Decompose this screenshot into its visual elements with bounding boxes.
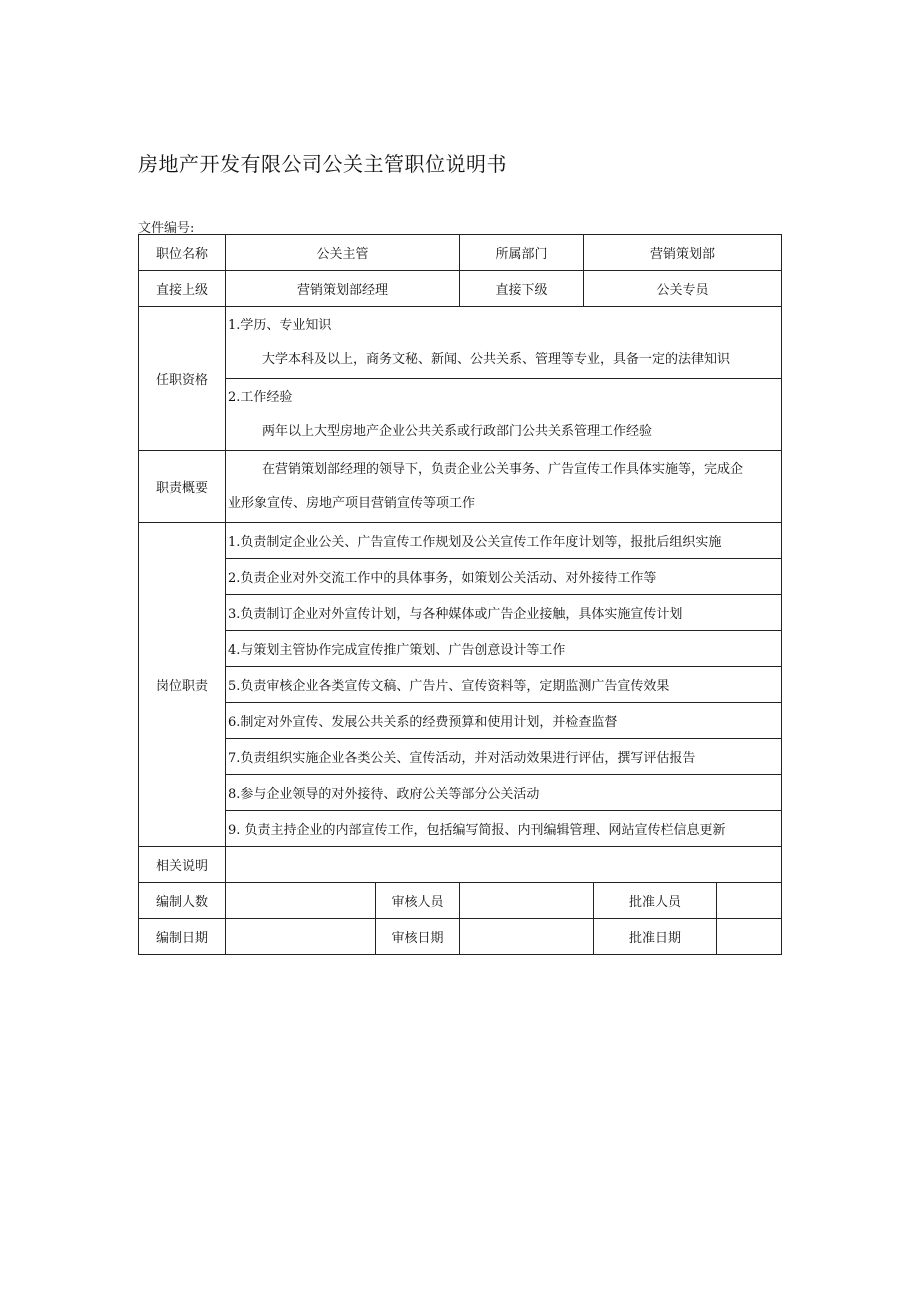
approver-label: 批准人员 xyxy=(594,883,717,919)
prepared-date-value xyxy=(226,919,376,955)
reviewer-value xyxy=(460,883,594,919)
position-name-value: 公关主管 xyxy=(226,235,460,271)
duty-item: 7.负责组织实施企业各类公关、宣传活动，并对活动效果进行评估，撰写评估报告 xyxy=(226,739,782,775)
direct-subordinate-label: 直接下级 xyxy=(460,271,584,307)
qualification-item-1 xyxy=(226,307,782,379)
headcount-value xyxy=(226,883,376,919)
review-date-value xyxy=(460,919,594,955)
prepared-date-label: 编制日期 xyxy=(139,919,226,955)
duties-label: 岗位职责 xyxy=(139,523,226,847)
table-row xyxy=(139,559,782,595)
table-row xyxy=(139,739,782,775)
table-row xyxy=(139,919,782,955)
table-row xyxy=(139,595,782,631)
table-row xyxy=(139,847,782,883)
position-name-label: 职位名称 xyxy=(139,235,226,271)
department-value: 营销策划部 xyxy=(584,235,782,271)
table-row xyxy=(139,379,782,451)
qualification-label: 任职资格 xyxy=(139,307,226,451)
direct-superior-label: 直接上级 xyxy=(139,271,226,307)
table-row xyxy=(139,703,782,739)
review-date-label: 审核日期 xyxy=(376,919,460,955)
table-row xyxy=(139,523,782,559)
summary-label: 职责概要 xyxy=(139,451,226,523)
table-row xyxy=(139,775,782,811)
table-row xyxy=(139,451,782,523)
headcount-label: 编制人数 xyxy=(139,883,226,919)
table-row xyxy=(139,811,782,847)
table-row xyxy=(139,667,782,703)
direct-subordinate-value: 公关专员 xyxy=(584,271,782,307)
duty-item: 3.负责制订企业对外宣传计划，与各种媒体或广告企业接触，具体实施宣传计划 xyxy=(226,595,782,631)
table-row xyxy=(139,883,782,919)
duty-item: 6.制定对外宣传、发展公共关系的经费预算和使用计划，并检查监督 xyxy=(226,703,782,739)
table-row xyxy=(139,271,782,307)
approver-value xyxy=(717,883,782,919)
duty-item: 5.负责审核企业各类宣传文稿、广告片、宣传资料等，定期监测广告宣传效果 xyxy=(226,667,782,703)
qualification-heading-2: 2.工作经验 xyxy=(228,389,293,405)
summary-line-2: 业形象宣传、房地产项目营销宣传等项工作 xyxy=(228,495,476,511)
page-title: 房地产开发有限公司公关主管职位说明书 xyxy=(138,152,507,176)
approval-date-value xyxy=(717,919,782,955)
summary-line-1: 在营销策划部经理的领导下，负责企业公关事务、广告宣传工作具体实施等，完成企 xyxy=(262,461,744,477)
table-row xyxy=(139,307,782,379)
department-label: 所属部门 xyxy=(460,235,584,271)
duty-item: 9. 负责主持企业的内部宣传工作，包括编写简报、内刊编辑管理、网站宣传栏信息更新 xyxy=(226,811,782,847)
notes-label: 相关说明 xyxy=(139,847,226,883)
duty-item: 8.参与企业领导的对外接待、政府公关等部分公关活动 xyxy=(226,775,782,811)
qualification-detail-1: 大学本科及以上，商务文秘、新闻、公共关系、管理等专业，具备一定的法律知识 xyxy=(262,351,731,367)
file-number-label: 文件编号: xyxy=(138,221,195,236)
qualification-detail-2: 两年以上大型房地产企业公共关系或行政部门公共关系管理工作经验 xyxy=(262,423,653,439)
qualification-item-2 xyxy=(226,379,782,451)
duty-item: 1.负责制定企业公关、广告宣传工作规划及公关宣传工作年度计划等，报批后组织实施 xyxy=(226,523,782,559)
table-row xyxy=(139,235,782,271)
qualification-heading-1: 1.学历、专业知识 xyxy=(228,317,332,333)
notes-value xyxy=(226,847,782,883)
summary-text xyxy=(226,451,782,523)
duty-item: 2.负责企业对外交流工作中的具体事务，如策划公关活动、对外接待工作等 xyxy=(226,559,782,595)
reviewer-label: 审核人员 xyxy=(376,883,460,919)
approval-date-label: 批准日期 xyxy=(594,919,717,955)
direct-superior-value: 营销策划部经理 xyxy=(226,271,460,307)
table-row xyxy=(139,631,782,667)
duty-item: 4.与策划主管协作完成宣传推广策划、广告创意设计等工作 xyxy=(226,631,782,667)
job-description-table xyxy=(138,234,782,955)
